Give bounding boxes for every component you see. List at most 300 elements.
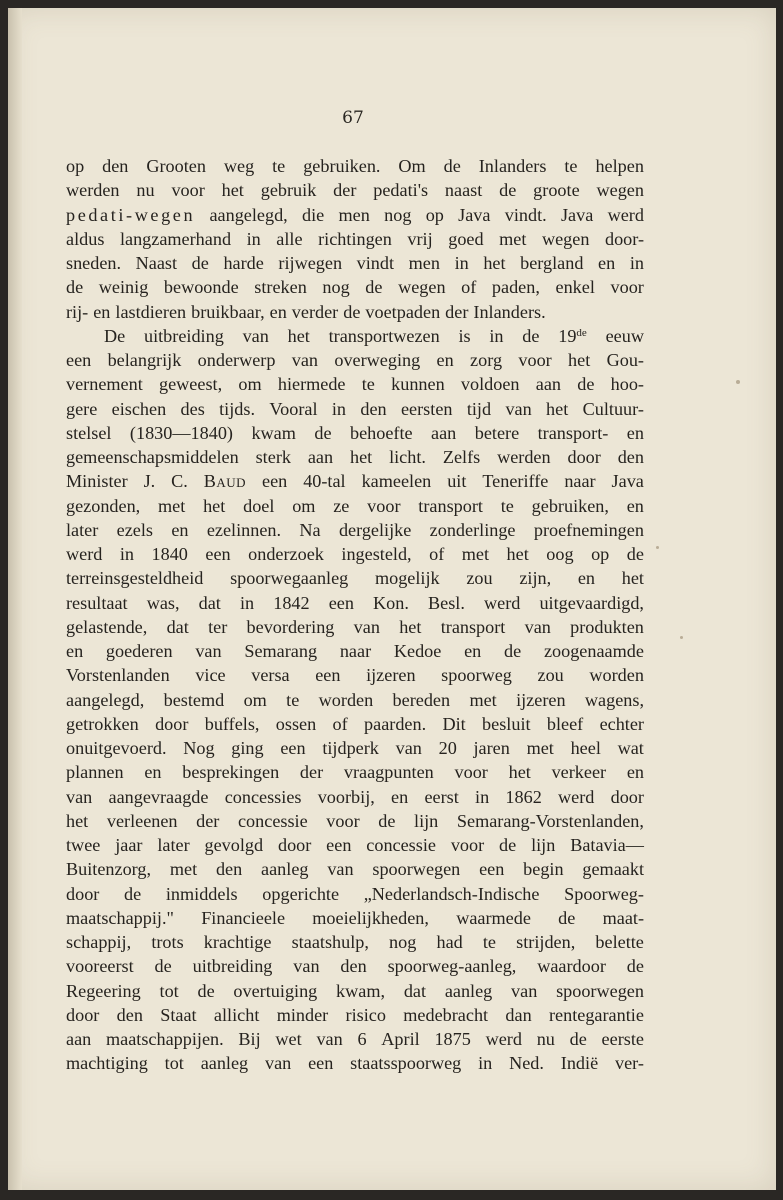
word: Baud (203, 471, 247, 492)
word: wat (617, 738, 644, 758)
text-line (66, 736, 644, 760)
word: (1830—1840) (129, 422, 233, 443)
word: machtiging (66, 1053, 148, 1074)
word: Java (611, 471, 644, 492)
word: 40-tal (303, 471, 346, 492)
word: jaren (473, 738, 510, 758)
word: nu (536, 1029, 555, 1049)
word: en (626, 422, 644, 443)
word: met (169, 859, 198, 880)
word: schappij, (66, 932, 132, 952)
word: spoorwegaanleg (230, 568, 349, 589)
paper-sheet (8, 8, 776, 1190)
word: plannen (66, 762, 124, 783)
word: of (332, 713, 348, 734)
word: die (302, 204, 325, 225)
word: bergland (520, 253, 584, 273)
word: April (381, 1029, 420, 1049)
text-line (66, 1027, 644, 1051)
word: of (461, 277, 477, 298)
word: gebruiken. (303, 156, 381, 176)
word: ze (333, 495, 350, 516)
word: licht. (389, 447, 426, 467)
word: overweging (334, 350, 421, 370)
word: voor (171, 180, 205, 201)
word: de (197, 980, 215, 1001)
word: concessie (237, 810, 308, 831)
word: der (333, 180, 357, 201)
text-line (66, 809, 644, 833)
body-text (66, 154, 644, 1076)
word: 1842 (273, 592, 310, 613)
word: het (546, 398, 569, 419)
word: allicht (213, 1004, 260, 1025)
word: in (246, 228, 261, 249)
word: een (280, 738, 306, 758)
word: transport (440, 616, 506, 637)
word: en (269, 301, 287, 322)
word: den (215, 859, 243, 880)
word: verkeer (551, 762, 607, 783)
word: had (436, 932, 463, 952)
word: het (399, 616, 422, 637)
word: de (577, 374, 595, 395)
word: of (429, 544, 445, 564)
word: 19 (558, 325, 577, 346)
word: om (292, 495, 316, 516)
word: nog (389, 932, 417, 952)
word: eersten (400, 398, 453, 419)
word: der (299, 762, 324, 783)
paper-speck (680, 636, 683, 639)
word: zorg (470, 350, 503, 370)
word: onderwerp (197, 350, 276, 370)
word: paden, (491, 277, 540, 298)
word: 6 (357, 1029, 367, 1049)
word: te (564, 156, 578, 176)
word: ezelinnen. (206, 519, 282, 540)
word: men (408, 253, 440, 273)
word: Kedoe (393, 641, 442, 661)
text-line (66, 1003, 644, 1027)
word: moeielijkheden, (312, 907, 429, 928)
text-line (66, 954, 644, 978)
word: Staat (160, 1004, 197, 1025)
text-line (66, 663, 644, 687)
word: transport- (537, 422, 609, 443)
word: van (195, 641, 222, 661)
word: in (478, 1053, 493, 1074)
word: een (262, 471, 288, 492)
superscript: de (576, 326, 587, 339)
word: hoo- (610, 374, 644, 395)
word: dat (403, 980, 427, 1001)
word: aanleg (261, 859, 309, 880)
word: lijn (414, 810, 439, 831)
word: uit (447, 471, 467, 492)
word: hiermede (277, 374, 346, 395)
word: werd (607, 204, 644, 225)
word: kameelen (361, 471, 432, 492)
word: 20 (438, 738, 457, 758)
word: alle (276, 228, 303, 249)
text-line (66, 348, 644, 372)
word: onderzoek (248, 544, 324, 564)
word: den (340, 956, 367, 977)
word: gemeenschapsmiddelen (66, 447, 239, 467)
word: later (66, 519, 99, 540)
word: overtuiging (233, 980, 318, 1001)
word: gebruik (260, 180, 317, 201)
word: de (365, 277, 383, 298)
word: uitbreiding (192, 956, 273, 977)
word: Inlanders (478, 156, 547, 176)
word: door (66, 1004, 100, 1025)
word: voor (454, 762, 488, 783)
word: zoogenaamde (543, 641, 644, 661)
word: de (378, 810, 396, 831)
word: kunnen (391, 374, 445, 395)
word: tijd (466, 398, 492, 419)
word: staatshulp, (291, 932, 369, 952)
text-line (66, 857, 644, 881)
word: het (568, 350, 591, 370)
text-line (66, 979, 644, 1003)
word: rij- (66, 301, 89, 322)
word: de (499, 835, 517, 855)
word: gere (66, 398, 98, 419)
word: is (458, 325, 471, 346)
word: geweest, (159, 374, 223, 395)
word: ter (208, 616, 228, 637)
word: van (316, 1029, 343, 1049)
word: goed (448, 228, 484, 249)
word: eerst (424, 786, 459, 807)
word: van (505, 398, 532, 419)
word: paarden. (364, 713, 427, 734)
word: aldus (66, 228, 105, 249)
word: Buitenzorg, (66, 859, 152, 880)
word: op (591, 544, 610, 564)
word: en (577, 568, 596, 589)
word: Zelfs (442, 447, 481, 467)
word: eischen (111, 398, 167, 419)
word: „Nederlandsch-Indische (363, 883, 540, 904)
word: spoorwegen (372, 859, 461, 880)
word: het (508, 762, 531, 783)
word: de (154, 956, 172, 977)
word: voor (518, 350, 552, 370)
word: verleenen (106, 810, 178, 831)
word: Besl. (428, 592, 465, 613)
word: door- (604, 228, 644, 249)
word: harde (223, 253, 264, 273)
word: gebruiken, (531, 495, 609, 516)
word: voetpaden (365, 301, 441, 322)
word: weg (223, 156, 255, 176)
word: vraagpunten (343, 762, 434, 783)
word: het (621, 568, 644, 589)
word: bleef (546, 713, 584, 734)
word: werd (66, 544, 103, 564)
word: ossen (275, 713, 317, 734)
word: gelastende, (66, 616, 148, 637)
word: bestemd (163, 689, 225, 710)
word: Om (398, 156, 426, 176)
word: Indië (560, 1053, 599, 1074)
word: richtingen (318, 228, 392, 249)
word: met (461, 544, 490, 564)
word: Regeering (66, 980, 141, 1001)
word: de (504, 641, 522, 661)
text-line (66, 275, 644, 299)
text-line (66, 300, 644, 324)
word: met (469, 689, 497, 710)
text-line (66, 1051, 644, 1075)
word: onuitgevoerd. (66, 738, 167, 758)
word: 1875 (434, 1029, 471, 1049)
text-line (66, 930, 644, 954)
word: krachtige (203, 932, 272, 952)
word: der (445, 301, 469, 322)
word: besprekingen (182, 762, 280, 783)
word: wet (275, 1029, 302, 1049)
word: Dit (442, 713, 466, 734)
word: eerste (601, 1029, 644, 1049)
word: Java (458, 204, 491, 225)
word: aanleg (444, 980, 493, 1001)
word: den (617, 447, 644, 467)
word: de (124, 883, 142, 904)
word: der (196, 810, 220, 831)
word: voorbij, (317, 786, 375, 807)
text-line (66, 591, 644, 615)
word: en (464, 641, 482, 661)
word: rijwegen (278, 253, 343, 273)
word: zou (537, 665, 564, 686)
word: uitbreiding (143, 325, 224, 346)
word: heel (570, 738, 601, 758)
word: spoorweg-aanleg, (387, 956, 517, 977)
word: sneden. (66, 253, 122, 273)
word: de (569, 1029, 587, 1049)
word: De (104, 325, 126, 346)
word: stelsel (66, 422, 112, 443)
word: dat (166, 616, 189, 637)
word: een (205, 544, 231, 564)
word: naar (564, 471, 596, 492)
word: de (191, 253, 209, 273)
word: en (66, 641, 84, 661)
text-line (66, 251, 644, 275)
word: was, (146, 592, 180, 613)
word: een (66, 350, 92, 370)
word: een (315, 665, 341, 686)
word: behoefte (349, 422, 413, 443)
word: belette (595, 932, 644, 952)
text-line (66, 639, 644, 663)
word: langzamerhand (119, 228, 232, 249)
word: kwam (251, 422, 296, 443)
text-line (66, 906, 644, 930)
word: het (221, 180, 244, 201)
word: om (243, 689, 267, 710)
word: terreinsgesteldheid (66, 568, 204, 589)
word: wegen (541, 228, 590, 249)
word: tijds. (219, 398, 256, 419)
word: den (102, 156, 129, 176)
word: trots (151, 932, 184, 952)
word: Nog (183, 738, 215, 758)
word: goederen (105, 641, 173, 661)
word: aan (307, 447, 334, 467)
text-line (66, 397, 644, 421)
word: zou (466, 568, 493, 589)
word: bewoonde (163, 277, 239, 298)
word: de (626, 956, 644, 977)
word: te (272, 156, 286, 176)
word: en (598, 253, 616, 273)
word: maatschappijen. (106, 1029, 224, 1049)
word: gemaakt (582, 859, 644, 880)
word: Cultuur- (582, 398, 644, 419)
word: nu (136, 180, 155, 201)
word: verder (291, 301, 339, 322)
word: de (443, 156, 461, 176)
word: maat- (602, 907, 644, 928)
word: vindt. (504, 204, 547, 225)
word: dergelijke (338, 519, 412, 540)
word: het (506, 544, 529, 564)
text-line (66, 882, 644, 906)
word: den (116, 1004, 143, 1025)
word: vrij (407, 228, 433, 249)
word: in (331, 398, 347, 419)
word: medebracht (403, 1004, 489, 1025)
word: Vorstenlanden (66, 665, 170, 686)
word: nog (384, 204, 412, 225)
word: ijzeren (366, 665, 416, 686)
word: Bij (238, 1029, 261, 1049)
word: tot (164, 1053, 184, 1074)
word: gevolgd (204, 835, 264, 855)
word: te (361, 374, 375, 395)
word: in (454, 253, 469, 273)
text-line (66, 227, 644, 251)
page-number: 67 (342, 108, 364, 128)
word: Ned. (509, 1053, 544, 1074)
word: van (353, 616, 380, 637)
text-line (66, 518, 644, 542)
word: in (629, 253, 644, 273)
word: door (277, 835, 312, 855)
word: en (171, 519, 189, 540)
word: echter (599, 713, 644, 734)
word: waardoor (537, 956, 606, 977)
word: Teneriffe (482, 471, 549, 492)
word: te (286, 689, 300, 710)
word: de (343, 301, 361, 322)
word: aangevraagde (108, 786, 209, 807)
word: voor (326, 810, 360, 831)
word: wagens, (584, 689, 644, 710)
word: en (144, 762, 162, 783)
word: Batavia— (570, 835, 644, 855)
word: vindt (356, 253, 395, 273)
word: aan (66, 1029, 92, 1049)
word: buffels, (204, 713, 260, 734)
word: Naast (135, 253, 178, 273)
word: J. (143, 471, 156, 492)
word: begin (523, 859, 564, 880)
word: aangelegd, (66, 689, 145, 710)
word: produkten (570, 616, 644, 637)
text-line (66, 445, 644, 469)
word: de (626, 544, 644, 564)
word: op (66, 156, 85, 176)
word: het (349, 447, 373, 467)
word: resultaat (66, 592, 128, 613)
word: tot (159, 980, 179, 1001)
word: een (479, 859, 505, 880)
word: worden (318, 689, 374, 710)
word: voor (367, 495, 401, 516)
text-line (66, 469, 644, 493)
word: spoorwegen (556, 980, 644, 1001)
word: staatsspoorweg (350, 1053, 462, 1074)
word: maatschappij." (66, 907, 174, 928)
word: Financieele (201, 907, 286, 928)
word: betere (474, 422, 520, 443)
word: het (66, 810, 89, 831)
word: ezels (116, 519, 153, 540)
word: Java (560, 204, 594, 225)
word: Semarang (244, 641, 318, 661)
word: sterk (255, 447, 291, 467)
text-line (66, 324, 644, 348)
word: de (314, 422, 332, 443)
word: het (287, 325, 310, 346)
word: doel (243, 495, 275, 516)
word: van (66, 786, 93, 807)
word: van (395, 738, 422, 758)
word: en (626, 495, 644, 516)
word: werden (66, 180, 120, 201)
text-line (66, 615, 644, 639)
word: zijn, (519, 568, 552, 589)
word: aan (535, 374, 561, 395)
text-line (66, 178, 644, 202)
word: Na (299, 519, 321, 540)
word: helpen (595, 156, 644, 176)
word: Minister (66, 471, 128, 492)
word: aangelegd, (209, 204, 288, 225)
word: wegen (596, 180, 644, 201)
word: getrokken (66, 713, 139, 734)
word: in (475, 786, 490, 807)
word: 1840 (151, 544, 188, 564)
word: en (391, 786, 409, 807)
word: uitgevaardigd, (539, 592, 644, 613)
paper-speck (656, 546, 659, 549)
word: aan (431, 422, 457, 443)
word: tijdperk (322, 738, 379, 758)
word: gezonden, (66, 495, 141, 516)
word: proefnemingen (533, 519, 644, 540)
word: van (293, 956, 320, 977)
word: te (482, 932, 497, 952)
page-gutter (8, 8, 22, 1190)
